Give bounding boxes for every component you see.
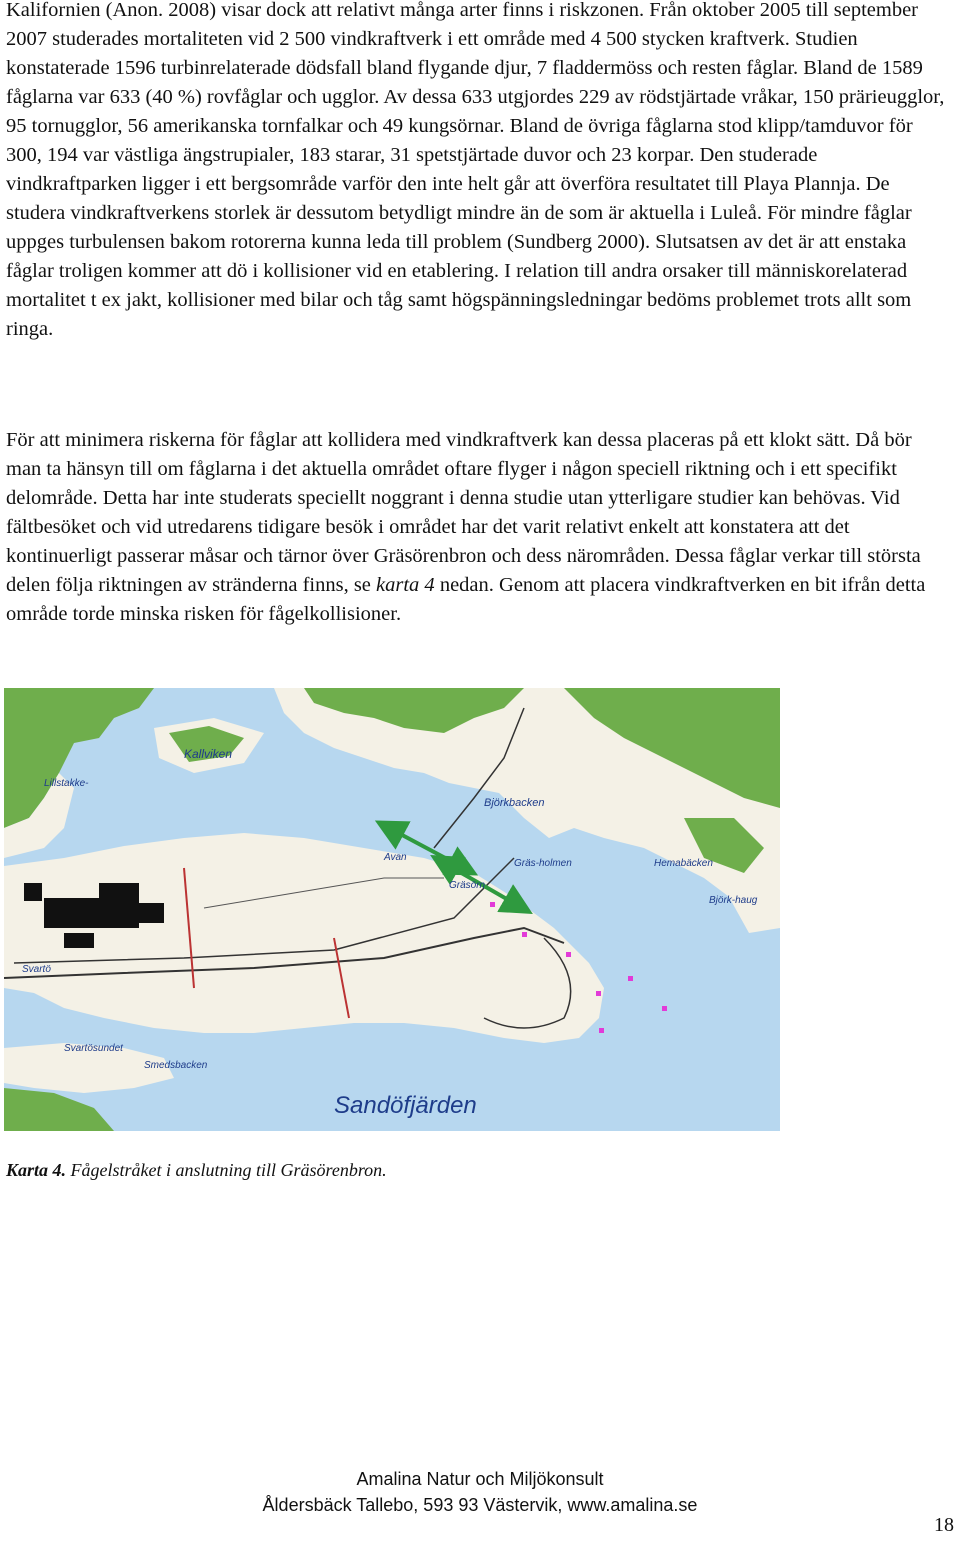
map-label-svarto: Svartö [22,964,51,975]
turbine-marker-3 [566,952,571,957]
map-label-graso: Gräsörn [449,880,486,891]
map-label-grasholmen: Gräs-holmen [514,858,572,869]
building-block-1 [44,898,99,928]
turbine-marker-4 [628,976,633,981]
building-block-5 [24,883,42,901]
map-label-svartosunder: Svartösundet [64,1043,123,1054]
map-reference: karta 4 [376,574,435,596]
turbine-marker-6 [599,1028,604,1033]
map-label-sandofjarden: Sandöfjärden [334,1092,477,1119]
paragraph-text-after-ref: nedan. Genom att placera vindkraftverken en bit ifrån detta område torde minska risken för fågelkollisioner. [6,574,926,625]
map-karta-4 [4,688,780,1131]
footer-address: Åldersbäck Tallebo, 593 93 Västervik, www.amalina.se [262,1495,698,1515]
caption-text: Fågelstråket i anslutning till Gräsörenbron. [66,1160,387,1180]
map-label-bjorkbacken: Björkbacken [484,797,545,809]
paragraph-mortality-study: Kalifornien (Anon. 2008) visar dock att relativt många arter finns i riskzonen. Från oktober 2005 till september 2007 studerades mortaliteten vid 2 500 vindkraftverk i ett område med 4 500 stycken kraftverk. Studien konstaterade 1596 turbinrelaterade dödsfall bland flygande djur, 7 fladdermöss och resten fåglar. Bland de 1589 fåglarna var 633 (40 %) rovfåglar och ugglor. Av dessa 633 utgjordes 229 av rödstjärtade vråkar, 150 prärieugglor, 95 tornugglor, 56 amerikanska tornfalkar och 49 kungsörnar. Bland de övriga fåglarna stod klipp/tamduvor för 300, 194 var västliga ängstrupialer, 183 starar, 31 spetstjärtade duvor och 23 korpar. Den studerade vindkraftparken ligger i ett bergsområde varför den inte helt går att överföra resultatet till Playa Plannja. De studera vindkraftverkens storlek är dessutom betydligt mindre än de som är aktuella i Luleå. För mindre fåglar uppges turbulensen bakom rotorerna kunna leda till problem (Sundberg 2000). Slutsatsen av det är att enstaka fåglar troligen kommer att dö i kollisioner vid en etablering. I relation till andra orsaker till människorelaterad mortalitet t ex jakt, kollisioner med bilar och tåg samt högspänningsledningar bedöms problemet trots allt som ringa. [6,0,945,340]
building-block-3 [139,903,164,923]
caption-label: Karta 4. [6,1160,67,1180]
map-label-lillstakke: Lillstakke- [44,778,89,789]
map-caption [6,1160,387,1181]
turbine-marker-2 [522,932,527,937]
map-label-smedsbacken: Smedsbacken [144,1060,208,1071]
turbine-marker-5 [596,991,601,996]
building-block-4 [64,933,94,948]
map-label-bjorkhaug: Björk-haug [709,895,758,906]
page-footer [0,1466,960,1518]
page-number: 18 [934,1514,954,1536]
map-label-avan: Avan [384,852,407,863]
turbine-marker-7 [662,1006,667,1011]
turbine-marker-1 [490,902,495,907]
paragraph-text-before-ref: För att minimera riskerna för fåglar att kollidera med vindkraftverk kan dessa placeras på ett klokt sätt. Då bör man ta hänsyn till om fåglarna i det aktuella området oftare flyger i någon speciell riktning och i ett specifikt delområde. Detta har inte studerats speciellt noggrant i denna studie utan ytterligare studier kan behövas. Vid fältbesöket och vid utredarens tidigare besök i området har det varit relativt enkelt att konstatera att det kontinuerligt passerar måsar och tärnor över Gräsörenbron och dess närområden. Dessa fåglar verkar till största delen följa riktningen av stränderna finns, se [6,429,921,596]
footer-company: Amalina Natur och Miljökonsult [356,1469,604,1489]
map-label-kallviken: Kallviken [184,747,233,761]
map-label-hemaback: Hemabäcken [654,858,713,869]
paragraph-bird-collision-placement [6,426,952,629]
map-canvas [4,688,780,1131]
building-block-2 [99,883,139,928]
